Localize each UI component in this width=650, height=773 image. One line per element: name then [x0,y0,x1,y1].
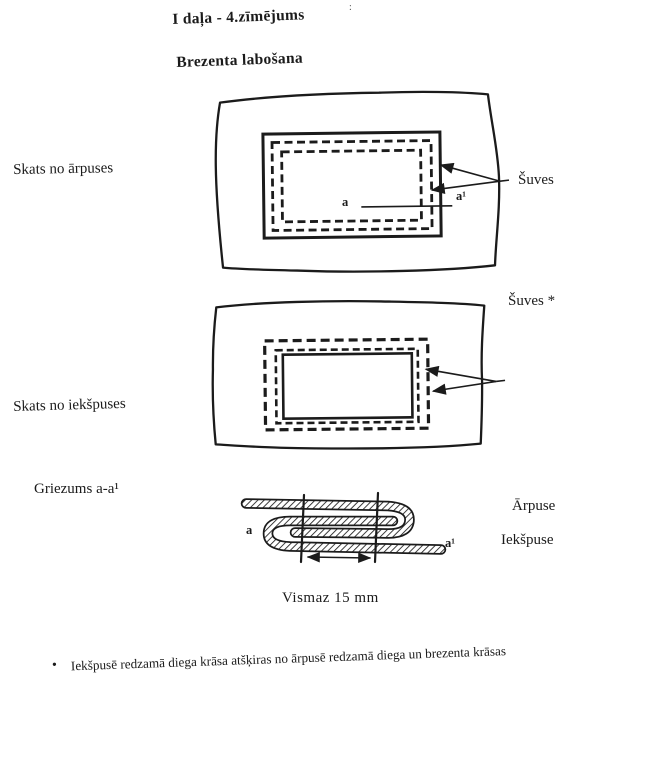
cross-section-point-a-label: a [246,523,253,537]
cross-section-point-a1-label: a¹ [445,536,455,550]
section-point-a-label: a [342,195,349,209]
section-line-a-a1 [361,206,452,207]
seam-dashed-inner [276,349,419,423]
seam-pointer-arrow-lower [433,381,496,391]
inside-view-caption: Skats no iekšpuses [13,395,126,415]
cross-section-caption: Griezums a-a¹ [34,481,119,497]
tarpaulin-outline [212,300,486,450]
section-point-a1-label: a¹ [456,189,466,203]
seam-pointer-stub [496,380,505,381]
dimension-note: Vismaz 15 mm [282,590,379,606]
seam-dashed-inner [282,150,422,222]
page-title: I daļa - 4.zīmējums [172,6,305,28]
seam-dashed-outer [272,141,432,231]
dimension-arrow [308,557,370,558]
cross-section-drawing [246,493,441,562]
outside-seams-label: Šuves [518,172,554,188]
footnote-bullet: • [51,657,58,673]
inside-seams-label: Šuves * [508,293,556,309]
outside-view-drawing [215,91,510,274]
inner-side-label: Iekšpuse [501,532,554,548]
seam-pointer-stub [500,180,509,181]
seam-pointer-arrow-upper [426,368,496,382]
seam-pointer-arrow-lower [432,181,500,190]
outer-side-label: Ārpuse [512,498,556,514]
patch-hole-solid-border [283,353,413,418]
tarpaulin-outline [215,91,500,274]
inside-view-drawing [212,299,506,450]
scan-artifact-mark: : [349,2,352,13]
footnote-text: Iekšpusē redzamā diega krāsa atšķiras no ārpusē redzamā diega un brezenta krāsas [70,643,507,674]
page-subtitle: Brezenta labošana [176,49,304,71]
seam-pointer-arrow-upper [441,164,500,182]
outside-view-caption: Skats no ārpuses [13,160,114,178]
